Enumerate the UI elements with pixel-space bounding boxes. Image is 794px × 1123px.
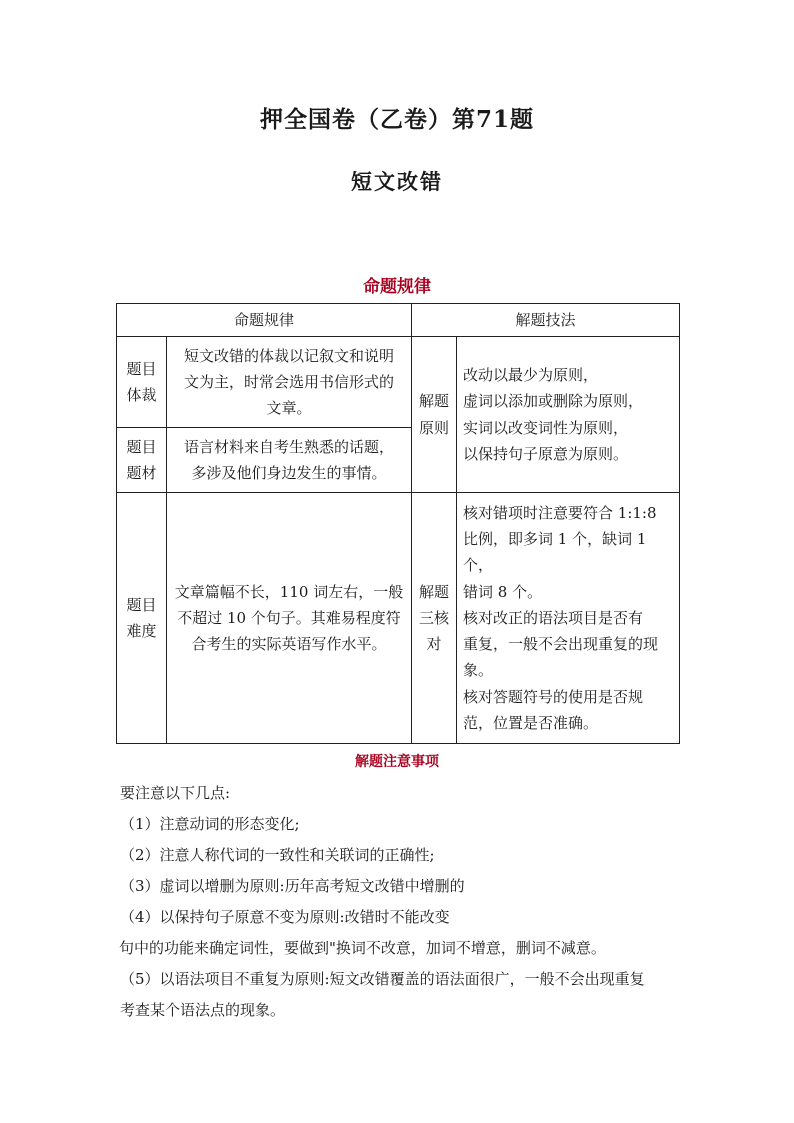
table-header-row: [117, 304, 680, 337]
column-header-patterns: 命题规律: [117, 304, 412, 337]
material-description: 语言材料来自考生熟悉的话题， 多涉及他们身边发生的事情。: [167, 428, 412, 493]
note-item: （2）注意人称代词的一致性和关联词的正确性;: [120, 846, 435, 864]
note-item: （5）以语法项目不重复为原则:短文改错覆盖的语法面很广，一般不会出现重复: [120, 970, 645, 988]
genre-description: 短文改错的体裁以记叙文和说明 文为主，时常会选用书信形式的 文章。: [167, 337, 412, 428]
notes-body: [120, 778, 680, 1026]
label-three-checks: 解题 三核 对: [412, 493, 457, 744]
notes-intro: 要注意以下几点:: [120, 784, 231, 802]
table-row-genre: [117, 337, 680, 428]
three-checks-list: 核对错项时注意要符合 1:1:8 比例，即多词 1 个，缺词 1 个， 错词 8 个。 核对改正的语法项目是否有 重复，一般不会出现重复的现 象。 核对答题符号的使用是否规 范，位置是否准确。: [457, 493, 680, 744]
principle-list: 改动以最少为原则， 虚词以添加或删除为原则， 实词以改变词性为原则， 以保持句子原意为原则。: [457, 337, 680, 493]
label-difficulty: 题目 难度: [117, 493, 167, 744]
label-material: 题目 题材: [117, 428, 167, 493]
page-subtitle: 短文改错: [351, 169, 443, 194]
section-heading-patterns: 命题规律: [363, 277, 431, 297]
page-title: 押全国卷（乙卷）第71题: [259, 106, 534, 133]
note-item: （4）以保持句子原意不变为原则:改错时不能改变: [120, 908, 450, 926]
rules-table: [116, 303, 680, 744]
note-item: 考查某个语法点的现象。: [120, 1001, 286, 1019]
note-item: （1）注意动词的形态变化;: [120, 815, 300, 833]
note-item: 句中的功能来确定词性，要做到"换词不改意，加词不增意，删词不减意。: [119, 939, 606, 957]
section-heading-notes: 解题注意事项: [355, 754, 439, 770]
table-row-difficulty: [117, 493, 680, 744]
column-header-techniques: 解题技法: [412, 304, 680, 337]
label-genre: 题目 体裁: [117, 337, 167, 428]
note-item: （3）虚词以增删为原则:历年高考短文改错中增删的: [120, 877, 465, 895]
label-principle: 解题 原则: [412, 337, 457, 493]
difficulty-description: 文章篇幅不长，110 词左右，一般 不超过 10 个句子。其难易程度符 合考生的实际英语写作水平。: [167, 493, 412, 744]
